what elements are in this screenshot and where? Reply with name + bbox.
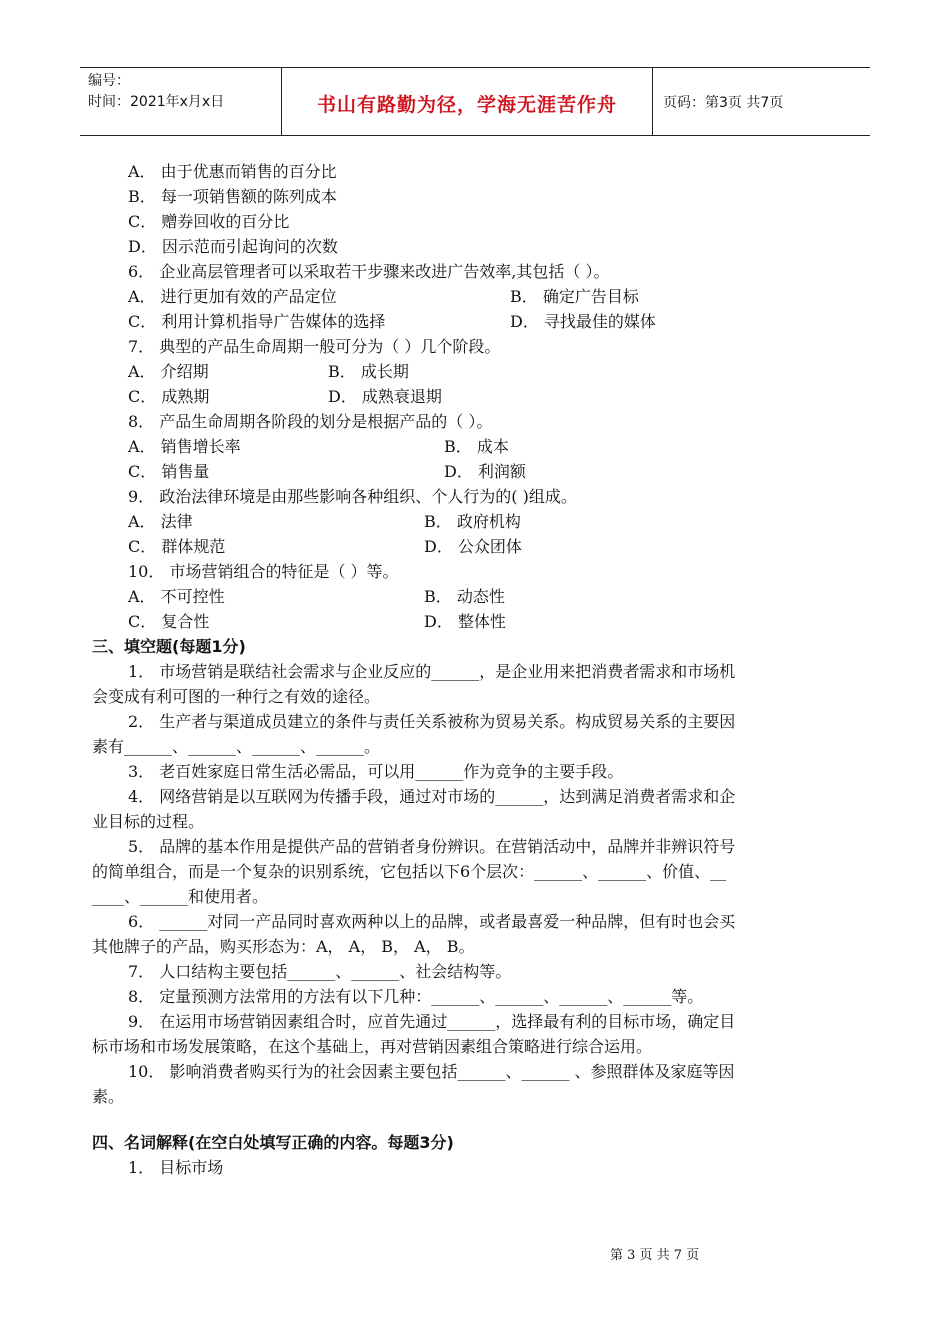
question-line: 8． 产品生命周期各阶段的划分是根据产品的（ ）。 (128, 412, 493, 431)
question-line: 10． 市场营销组合的特征是（ ）等。 (128, 562, 399, 581)
option-line: A． 销售增长率 (128, 437, 241, 456)
question-line: 2． 生产者与渠道成员建立的条件与责任关系被称为贸易关系。构成贸易关系的主要因 (128, 712, 736, 731)
option-line: B． 成长期 (328, 362, 409, 381)
question-line: 1． 市场营销是联结社会需求与企业反应的______，是企业用来把消费者需求和市场机 (128, 662, 736, 681)
question-line: 9． 在运用市场营销因素组合时，应首先通过______，选择最有利的目标市场，确定目 (128, 1012, 736, 1031)
option-line: D． 成熟衰退期 (328, 387, 442, 406)
question-line: 8． 定量预测方法常用的方法有以下几种：______、______、______、______等。 (128, 987, 704, 1006)
question-line: 7． 人口结构主要包括______、______、社会结构等。 (128, 962, 512, 981)
section-heading: 三、填空题(每题1分) (92, 637, 246, 656)
option-line: A． 法律 (128, 512, 193, 531)
option-line: D． 寻找最佳的媒体 (510, 312, 656, 331)
header-motto: 书山有路勤为径，学海无涯苦作舟 (282, 68, 653, 135)
header-page-info: 页码：第3页 共7页 (663, 94, 784, 111)
question-line: 9． 政治法律环境是由那些影响各种组织、个人行为的( )组成。 (128, 487, 577, 506)
page-header (80, 67, 870, 136)
question-line: 其他牌子的产品，购买形态为：A， A， B， A， B。 (92, 937, 475, 956)
option-line: D． 整体性 (424, 612, 506, 631)
question-line: 6． ______对同一产品同时喜欢两种以上的品牌，或者最喜爱一种品牌，但有时也会买 (128, 912, 736, 931)
question-line: ____、______和使用者。 (92, 887, 269, 906)
option-line: A． 介绍期 (128, 362, 209, 381)
question-line: 会变成有利可图的一种行之有效的途径。 (92, 687, 381, 706)
time-label: 时间：2021年x月x日 (88, 94, 225, 110)
question-line: 3． 老百姓家庭日常生活必需品，可以用______作为竞争的主要手段。 (128, 762, 624, 781)
page-footer: 第 3 页 共 7 页 (610, 1248, 700, 1263)
option-line: B． 成本 (444, 437, 509, 456)
question-line: 标市场和市场发展策略，在这个基础上，再对营销因素组合策略进行综合运用。 (92, 1037, 653, 1056)
option-line: B． 确定广告目标 (510, 287, 639, 306)
option-line: C． 利用计算机指导广告媒体的选择 (128, 312, 386, 331)
option-line: A． 不可控性 (128, 587, 225, 606)
option-line: B． 政府机构 (424, 512, 521, 531)
option-line: C． 销售量 (128, 462, 210, 481)
option-line: A． 进行更加有效的产品定位 (128, 287, 337, 306)
header-meta (80, 68, 282, 135)
question-line: 业目标的过程。 (92, 812, 205, 831)
option-line: B． 每一项销售额的陈列成本 (128, 187, 337, 206)
option-line: D． 利润额 (444, 462, 526, 481)
question-line: 1． 目标市场 (128, 1158, 224, 1177)
option-line: C． 群体规范 (128, 537, 226, 556)
option-line: D． 公众团体 (424, 537, 522, 556)
option-line: C． 复合性 (128, 612, 210, 631)
question-line: 10． 影响消费者购买行为的社会因素主要包括______、______ 、参照群体及家庭等因 (128, 1062, 735, 1081)
code-label: 编号： (88, 73, 130, 89)
question-line: 素。 (92, 1087, 125, 1106)
question-line: 6． 企业高层管理者可以采取若干步骤来改进广告效率,其包括（ ）。 (128, 262, 610, 281)
question-line: 7． 典型的产品生命周期一般可分为（ ）几个阶段。 (128, 337, 501, 356)
option-line: C． 成熟期 (128, 387, 210, 406)
option-line: C． 赠券回收的百分比 (128, 212, 290, 231)
question-line: 的简单组合，而是一个复杂的识别系统，它包括以下6个层次：______、______、价值、__ (92, 862, 727, 881)
question-line: 5． 品牌的基本作用是提供产品的营销者身份辨识。在营销活动中，品牌并非辨识符号 (128, 837, 736, 856)
question-line: 4． 网络营销是以互联网为传播手段，通过对市场的______，达到满足消费者需求和企 (128, 787, 736, 806)
option-line: D． 因示范而引起询问的次数 (128, 237, 338, 256)
option-line: B． 动态性 (424, 587, 505, 606)
option-line: A． 由于优惠而销售的百分比 (128, 162, 337, 181)
section-heading: 四、名词解释(在空白处填写正确的内容。每题3分) (92, 1133, 454, 1152)
question-line: 素有______、______、______、______。 (92, 737, 381, 756)
